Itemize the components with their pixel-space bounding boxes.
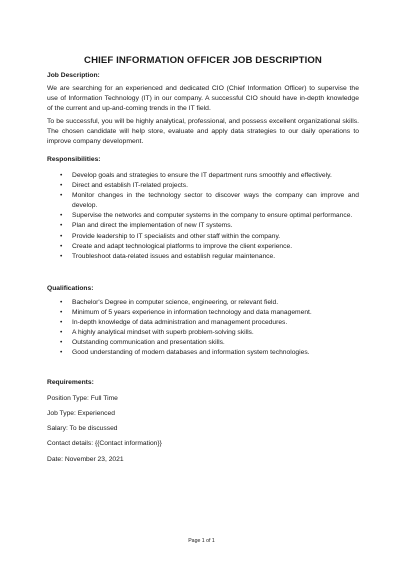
job-type: Job Type: Experienced: [47, 410, 115, 417]
list-item: [47, 171, 359, 181]
bullet-icon: •: [60, 309, 63, 317]
qualification-text: Good understanding of modern databases and information system technologies.: [72, 349, 310, 357]
qualifications-list: [47, 298, 359, 359]
bullet-icon: •: [60, 232, 63, 240]
qualifications-heading: Qualifications:: [47, 285, 94, 292]
list-item: [47, 318, 359, 328]
list-item: [47, 191, 359, 211]
bullet-icon: •: [60, 212, 63, 220]
responsibility-text: Direct and establish IT-related projects.: [72, 182, 188, 190]
qualification-text: Minimum of 5 years experience in information technology and data management.: [72, 309, 312, 317]
list-item: [47, 348, 359, 358]
qualification-text: A highly analytical mindset with superb problem-solving skills.: [72, 329, 254, 337]
responsibility-text: Supervise the networks and computer systems in the company to ensure optimal performance.: [72, 212, 353, 220]
date: Date: November 23, 2021: [47, 456, 124, 463]
list-item: [47, 211, 359, 221]
responsibility-text: Develop goals and strategies to ensure the IT department runs smoothly and effectively.: [72, 172, 332, 179]
bullet-icon: •: [60, 222, 63, 230]
qualification-text: In-depth knowledge of data administration and management procedures.: [72, 319, 288, 327]
qualification-text: Bachelor's Degree in computer science, engineering, or relevant field.: [72, 299, 279, 306]
bullet-icon: •: [60, 192, 63, 200]
bullet-icon: •: [60, 319, 63, 327]
list-item: [47, 338, 359, 348]
list-item: [47, 181, 359, 191]
responsibility-text: Provide leadership to IT specialists and other staff within the company.: [72, 232, 281, 240]
bullet-icon: •: [60, 349, 63, 357]
responsibilities-heading: Responsibilities:: [47, 156, 101, 163]
responsibility-text: Monitor changes in the technology sector to discover ways the company can improve and develop.: [72, 192, 359, 210]
position-type: Position Type: Full Time: [47, 395, 118, 402]
page-number: Page 1 of 1: [188, 538, 215, 544]
bullet-icon: •: [60, 172, 63, 179]
responsibility-text: Troubleshoot data-related issues and establish regular maintenance.: [72, 252, 276, 260]
responsibilities-list: [47, 171, 359, 262]
requirements-heading: Requirements:: [47, 379, 94, 386]
responsibility-text: Create and adapt technological platforms to improve the client experience.: [72, 242, 293, 250]
document-title: CHIEF INFORMATION OFFICER JOB DESCRIPTION: [84, 55, 322, 66]
list-item: [47, 298, 359, 308]
bullet-icon: •: [60, 182, 63, 190]
list-item: [47, 232, 359, 242]
bullet-icon: •: [60, 252, 63, 260]
list-item: [47, 328, 359, 338]
bullet-icon: •: [60, 242, 63, 250]
bullet-icon: •: [60, 339, 63, 347]
job-description-paragraph-2: To be successful, you will be highly analytical, professional, and possess excellent organizational skills. The chosen candidate will help store, evaluate and apply data strategies to our daily operations to improve company development.: [47, 118, 359, 146]
list-item: [47, 252, 359, 262]
list-item: [47, 221, 359, 231]
salary: Salary: To be discussed: [47, 425, 118, 432]
contact-details: Contact details: {{Contact information}}: [47, 440, 162, 447]
list-item: [47, 308, 359, 318]
list-item: [47, 242, 359, 252]
qualification-text: Outstanding communication and presentation skills.: [72, 339, 225, 347]
bullet-icon: •: [60, 329, 63, 337]
responsibility-text: Plan and direct the implementation of new IT systems.: [72, 222, 233, 230]
job-description-paragraph-1: We are searching for an experienced and dedicated CIO (Chief Information Officer) to supervise the use of Information Technology (IT) in our company. A successful CIO should have in-depth knowledge of the current and up-and-coming trends in the IT field.: [47, 85, 359, 113]
bullet-icon: •: [60, 299, 63, 306]
job-description-heading: Job Description:: [47, 72, 100, 79]
